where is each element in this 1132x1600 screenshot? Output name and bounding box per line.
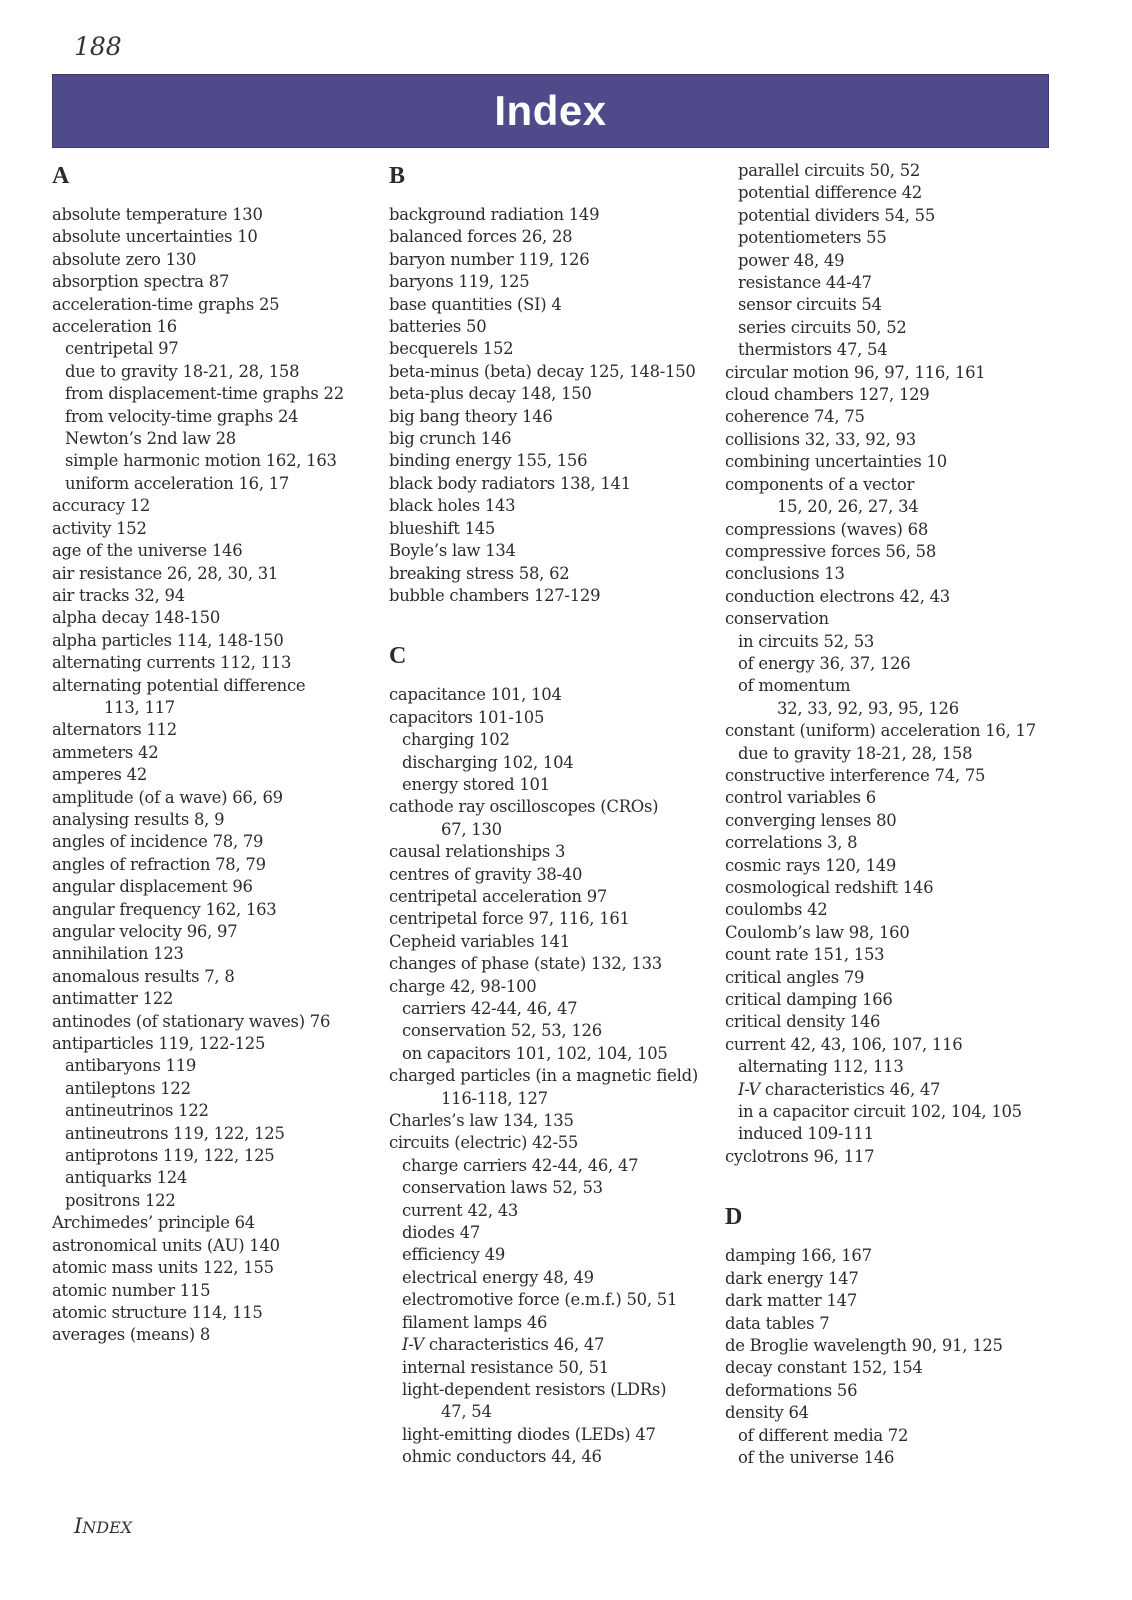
section-gap xyxy=(725,1168,1060,1201)
index-entry: amplitude (of a wave) 66, 69 xyxy=(52,787,283,807)
index-subentry: due to gravity 18-21, 28, 158 xyxy=(65,361,300,381)
section-letter: C xyxy=(389,643,407,670)
index-subentry: of momentum xyxy=(738,676,851,696)
index-entry: amperes 42 xyxy=(52,765,148,785)
index-entry: air resistance 26, 28, 30, 31 xyxy=(52,563,279,583)
index-entry: dark matter 147 xyxy=(725,1291,858,1311)
index-entry: bubble chambers 127-129 xyxy=(389,585,601,605)
index-entry: capacitors 101-105 xyxy=(389,707,545,727)
index-entry: antinodes (of stationary waves) 76 xyxy=(52,1011,331,1031)
index-entry: atomic number 115 xyxy=(52,1280,211,1300)
index-subentry: antiquarks 124 xyxy=(65,1168,188,1188)
section-letter: B xyxy=(389,163,406,189)
index-entry: control variables 6 xyxy=(725,788,876,808)
index-subentry: in circuits 52, 53 xyxy=(738,631,875,651)
index-entry: becquerels 152 xyxy=(389,339,514,359)
index-entry-continuation: 113, 117 xyxy=(104,697,175,717)
index-entry: de Broglie wavelength 90, 91, 125 xyxy=(725,1335,1003,1355)
index-entry: angular frequency 162, 163 xyxy=(52,899,277,919)
index-entry: absolute zero 130 xyxy=(52,249,197,269)
index-entry: cathode ray oscilloscopes (CROs) xyxy=(389,797,659,817)
index-entry: alternating potential difference xyxy=(52,675,306,695)
index-column-3 xyxy=(725,160,1060,1469)
index-entry: base quantities (SI) 4 xyxy=(389,294,562,314)
index-entry: damping 166, 167 xyxy=(725,1246,872,1266)
index-entry: beta-plus decay 148, 150 xyxy=(389,384,592,404)
index-entry: current 42, 43, 106, 107, 116 xyxy=(725,1034,963,1054)
index-subentry: positrons 122 xyxy=(65,1190,176,1210)
index-subentry: on capacitors 101, 102, 104, 105 xyxy=(402,1043,668,1063)
index-subentry: diodes 47 xyxy=(402,1223,481,1243)
index-subentry: alternating 112, 113 xyxy=(738,1057,904,1077)
index-subentry: filament lamps 46 xyxy=(402,1312,548,1332)
index-entry: cyclotrons 96, 117 xyxy=(725,1146,875,1166)
index-entry: critical damping 166 xyxy=(725,990,893,1010)
index-entry: binding energy 155, 156 xyxy=(389,451,588,471)
index-entry-continuation: 67, 130 xyxy=(441,819,502,839)
index-subentry: charging 102 xyxy=(402,730,510,750)
section-letter: A xyxy=(52,163,70,189)
index-entry: annihilation 123 xyxy=(52,944,184,964)
index-entry: background radiation 149 xyxy=(389,205,600,224)
index-entry: circular motion 96, 97, 116, 161 xyxy=(725,362,986,382)
title-banner xyxy=(52,74,1049,148)
index-subentry: discharging 102, 104 xyxy=(402,752,574,772)
index-entry: alternating currents 112, 113 xyxy=(52,653,292,673)
index-subentry: simple harmonic motion 162, 163 xyxy=(65,451,337,471)
index-entry: angular displacement 96 xyxy=(52,877,253,897)
index-entry: acceleration 16 xyxy=(52,317,177,337)
index-entry: constant (uniform) acceleration 16, 17 xyxy=(725,721,1036,741)
index-subentry: I-V characteristics 46, 47 xyxy=(738,1079,941,1099)
index-entry: Boyle’s law 134 xyxy=(389,541,516,561)
page-title: Index xyxy=(494,87,607,134)
index-entry: absolute uncertainties 10 xyxy=(52,227,258,247)
index-entry: antiparticles 119, 122-125 xyxy=(52,1034,266,1054)
index-entry: absolute temperature 130 xyxy=(52,205,263,224)
index-subentry: I-V characteristics 46, 47 xyxy=(402,1335,605,1355)
index-subentry: antineutrons 119, 122, 125 xyxy=(65,1123,285,1143)
index-subentry: Newton’s 2nd law 28 xyxy=(65,429,236,449)
index-entry: density 64 xyxy=(725,1403,809,1423)
index-subentry: light-emitting diodes (LEDs) 47 xyxy=(402,1424,656,1444)
index-subentry: efficiency 49 xyxy=(402,1245,506,1265)
index-entry: critical angles 79 xyxy=(725,967,865,987)
index-entry: components of a vector xyxy=(725,474,915,494)
index-subentry: conservation 52, 53, 126 xyxy=(402,1021,602,1041)
index-entry: astronomical units (AU) 140 xyxy=(52,1235,280,1255)
index-subentry: from displacement-time graphs 22 xyxy=(65,384,344,404)
index-entry: dark energy 147 xyxy=(725,1268,859,1288)
index-entry: constructive interference 74, 75 xyxy=(725,765,986,785)
section-gap xyxy=(389,607,724,640)
index-entry-continuation: 47, 54 xyxy=(441,1402,492,1422)
index-subentry: of the universe 146 xyxy=(738,1447,895,1467)
index-subentry: electromotive force (e.m.f.) 50, 51 xyxy=(402,1290,678,1310)
index-entry: baryon number 119, 126 xyxy=(389,249,590,269)
footer-rest: NDEX xyxy=(82,1518,133,1537)
index-column-1 xyxy=(52,160,387,1347)
index-entry: correlations 3, 8 xyxy=(725,833,858,853)
index-subentry: sensor circuits 54 xyxy=(738,295,882,315)
index-subentry: potential difference 42 xyxy=(738,183,923,203)
index-entry: causal relationships 3 xyxy=(389,842,566,862)
index-entry: alpha decay 148-150 xyxy=(52,608,221,628)
index-entry: accuracy 12 xyxy=(52,496,151,516)
index-entry: Charles’s law 134, 135 xyxy=(389,1111,574,1131)
index-entry: capacitance 101, 104 xyxy=(389,685,562,705)
index-subentry: charge carriers 42-44, 46, 47 xyxy=(402,1155,639,1175)
index-entry: atomic mass units 122, 155 xyxy=(52,1258,274,1278)
index-entry: cosmological redshift 146 xyxy=(725,878,934,897)
index-entry: breaking stress 58, 62 xyxy=(389,563,570,583)
index-entry: blueshift 145 xyxy=(389,518,496,538)
index-entry: conservation xyxy=(725,609,829,629)
index-subentry: conservation laws 52, 53 xyxy=(402,1178,603,1198)
index-entry: compressions (waves) 68 xyxy=(725,519,929,539)
index-subentry: antileptons 122 xyxy=(65,1078,191,1098)
index-entry: atomic structure 114, 115 xyxy=(52,1302,263,1322)
index-entry: coulombs 42 xyxy=(725,900,828,920)
footer-initial: I xyxy=(74,1514,83,1538)
index-column-2 xyxy=(389,160,724,1469)
index-subentry: potential dividers 54, 55 xyxy=(738,205,936,225)
index-entry: big crunch 146 xyxy=(389,429,512,449)
index-subentry: of energy 36, 37, 126 xyxy=(738,653,911,673)
index-entry: angular velocity 96, 97 xyxy=(52,922,238,941)
index-entry: conclusions 13 xyxy=(725,564,845,584)
index-subentry: resistance 44-47 xyxy=(738,273,872,293)
index-entry: centres of gravity 38-40 xyxy=(389,864,583,884)
index-subentry: antibaryons 119 xyxy=(65,1056,197,1076)
index-entry: alpha particles 114, 148-150 xyxy=(52,630,284,650)
index-entry: anomalous results 7, 8 xyxy=(52,966,235,986)
index-entry: compressive forces 56, 58 xyxy=(725,541,937,561)
index-entry: centripetal acceleration 97 xyxy=(389,886,608,906)
running-footer xyxy=(74,1514,132,1538)
index-entry: changes of phase (state) 132, 133 xyxy=(389,954,662,974)
index-entry: beta-minus (beta) decay 125, 148-150 xyxy=(389,361,696,381)
index-subentry: parallel circuits 50, 52 xyxy=(738,161,921,180)
index-entry: charge 42, 98-100 xyxy=(389,976,537,996)
index-entry: coherence 74, 75 xyxy=(725,407,865,427)
index-entry-continuation: 116-118, 127 xyxy=(441,1088,548,1108)
index-subentry: in a capacitor circuit 102, 104, 105 xyxy=(738,1102,1022,1122)
index-subentry: potentiometers 55 xyxy=(738,228,887,248)
index-entry: cosmic rays 120, 149 xyxy=(725,855,897,875)
index-entry: converging lenses 80 xyxy=(725,810,897,830)
index-entry: activity 152 xyxy=(52,518,147,538)
index-entry: air tracks 32, 94 xyxy=(52,585,185,605)
section-letter: D xyxy=(725,1204,743,1231)
index-entry: ammeters 42 xyxy=(52,742,159,762)
index-entry-continuation: 32, 33, 92, 93, 95, 126 xyxy=(777,698,959,718)
index-entry: angles of incidence 78, 79 xyxy=(52,832,264,852)
index-entry: alternators 112 xyxy=(52,720,177,740)
index-entry: cloud chambers 127, 129 xyxy=(725,385,930,405)
index-entry: critical density 146 xyxy=(725,1012,881,1032)
index-entry: data tables 7 xyxy=(725,1313,830,1333)
index-subentry: induced 109-111 xyxy=(738,1124,874,1144)
index-entry: acceleration-time graphs 25 xyxy=(52,294,280,314)
index-subentry: series circuits 50, 52 xyxy=(738,317,907,337)
index-subentry: carriers 42-44, 46, 47 xyxy=(402,999,578,1018)
index-entry: angles of refraction 78, 79 xyxy=(52,854,266,874)
index-entry: count rate 151, 153 xyxy=(725,945,885,965)
index-entry: charged particles (in a magnetic field) xyxy=(389,1066,698,1086)
index-subentry: light-dependent resistors (LDRs) xyxy=(402,1379,667,1399)
index-subentry: internal resistance 50, 51 xyxy=(402,1357,609,1377)
index-entry: age of the universe 146 xyxy=(52,541,243,561)
index-subentry: of different media 72 xyxy=(738,1425,909,1445)
index-entry: collisions 32, 33, 92, 93 xyxy=(725,429,916,449)
page-number: 188 xyxy=(74,32,122,61)
index-entry: Archimedes’ principle 64 xyxy=(52,1213,255,1233)
index-subentry: antineutrinos 122 xyxy=(65,1101,209,1121)
index-subentry: current 42, 43 xyxy=(402,1200,519,1220)
index-entry: deformations 56 xyxy=(725,1380,858,1400)
index-entry-continuation: 15, 20, 26, 27, 34 xyxy=(777,497,919,517)
index-subentry: thermistors 47, 54 xyxy=(738,340,888,360)
index-entry: Coulomb’s law 98, 160 xyxy=(725,922,910,942)
index-entry: centripetal force 97, 116, 161 xyxy=(389,909,630,929)
index-entry: black body radiators 138, 141 xyxy=(389,473,631,493)
index-subentry: energy stored 101 xyxy=(402,774,550,794)
index-entry: balanced forces 26, 28 xyxy=(389,227,573,247)
index-subentry: antiprotons 119, 122, 125 xyxy=(65,1146,275,1166)
index-subentry: power 48, 49 xyxy=(738,250,845,270)
index-subentry: electrical energy 48, 49 xyxy=(402,1267,594,1287)
index-subentry: uniform acceleration 16, 17 xyxy=(65,473,290,493)
index-entry: averages (means) 8 xyxy=(52,1325,211,1345)
index-entry: decay constant 152, 154 xyxy=(725,1358,923,1378)
index-subentry: due to gravity 18-21, 28, 158 xyxy=(738,743,973,763)
index-entry: big bang theory 146 xyxy=(389,406,553,426)
index-entry: combining uncertainties 10 xyxy=(725,452,947,472)
index-subentry: from velocity-time graphs 24 xyxy=(65,406,299,426)
index-entry: absorption spectra 87 xyxy=(52,272,230,292)
index-subentry: centripetal 97 xyxy=(65,339,179,359)
index-entry: black holes 143 xyxy=(389,496,516,516)
index-entry: antimatter 122 xyxy=(52,989,174,1009)
index-entry: Cepheid variables 141 xyxy=(389,931,570,951)
index-subentry: ohmic conductors 44, 46 xyxy=(402,1447,602,1467)
index-entry: analysing results 8, 9 xyxy=(52,809,225,829)
index-entry: baryons 119, 125 xyxy=(389,272,530,292)
index-entry: circuits (electric) 42-55 xyxy=(389,1133,579,1153)
index-entry: batteries 50 xyxy=(389,317,487,337)
index-entry: conduction electrons 42, 43 xyxy=(725,586,950,606)
